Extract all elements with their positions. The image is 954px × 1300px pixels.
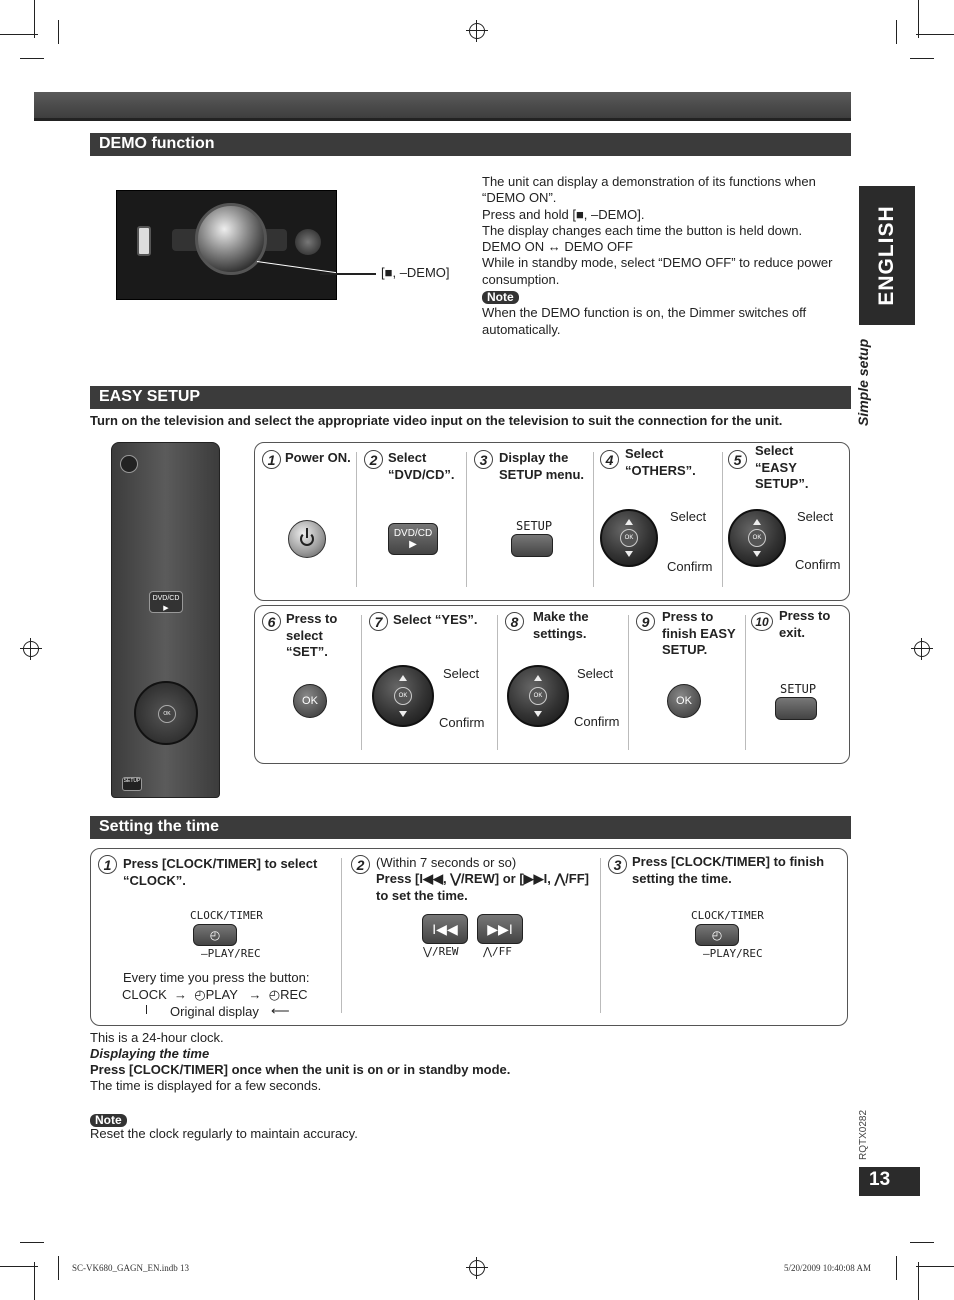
every-time-text: Every time you press the button:: [123, 970, 310, 985]
confirm-label: Confirm: [574, 714, 620, 729]
crop-mark: [0, 34, 38, 35]
side-switch: [137, 226, 151, 256]
skip-forward-button[interactable]: [477, 914, 523, 944]
easy-setup-intro: Turn on the television and select the appropriate video input on the television to suit the connection for the unit.: [90, 413, 783, 428]
step-number: 8: [505, 612, 524, 631]
crop-mark: [916, 1266, 954, 1267]
crop-mark: [20, 58, 44, 59]
demo-line: The display changes each time the button is held down.: [482, 222, 803, 238]
demo-line: consumption.: [482, 271, 560, 287]
cycle-return-line: [146, 1005, 147, 1014]
page-number: 13: [859, 1167, 920, 1196]
crop-mark: [0, 1266, 38, 1267]
demo-heading: DEMO function: [90, 133, 851, 156]
demo-note-line: When the DEMO function is on, the Dimmer switches off: [482, 305, 807, 321]
step-text-plain: (Within 7 seconds or so): [376, 855, 517, 870]
down-arrow-icon: [753, 551, 761, 557]
step-text: Power ON.: [285, 450, 351, 465]
remote-control-illustration: [111, 442, 220, 798]
footer-timestamp: 5/20/2009 10:40:08 AM: [784, 1263, 872, 1273]
crop-mark: [58, 1256, 59, 1280]
document-code: RQTX0282: [858, 1109, 869, 1160]
step-number: 7: [369, 612, 388, 631]
remote-ok-button: OK: [158, 705, 176, 723]
ok-button[interactable]: OK: [748, 529, 766, 547]
demo-line: The unit can display a demonstration of its functions when: [482, 174, 816, 189]
select-label: Select: [670, 509, 707, 524]
clock-timer-label: CLOCK/TIMER: [190, 909, 263, 922]
note-badge: Note: [482, 291, 519, 304]
remote-dvd-button: DVD/CD ▶: [149, 591, 183, 613]
step-text: Press to finish EASY SETUP.: [662, 609, 736, 657]
time-note-text: Reset the clock regularly to maintain accuracy.: [90, 1126, 358, 1141]
step-number: 9: [636, 612, 655, 631]
cursor-pad-icon[interactable]: [507, 665, 569, 727]
dvd-cd-button[interactable]: [388, 523, 438, 555]
registration-mark-icon: [914, 641, 930, 657]
ok-button[interactable]: OK: [394, 687, 412, 705]
remote-dpad: [134, 681, 198, 745]
up-arrow-icon: [753, 519, 761, 525]
step-divider: [600, 858, 601, 1013]
dvd-cd-button-label: DVD/CD: [393, 528, 433, 539]
play-rec-label: –PLAY/REC: [201, 947, 261, 960]
down-arrow-icon: [534, 711, 542, 717]
easy-setup-heading: EASY SETUP: [90, 386, 851, 409]
crop-mark: [58, 20, 59, 44]
cycle-play: ◴PLAY: [194, 987, 238, 1002]
play-icon: ▶: [409, 539, 417, 550]
demo-description: [482, 174, 847, 338]
step-divider: [722, 452, 723, 587]
demo-callout-label: [■, –DEMO]: [381, 265, 450, 280]
demo-line: While in standby mode, select “DEMO OFF” to reduce power: [482, 255, 833, 271]
confirm-label: Confirm: [667, 559, 713, 574]
select-label: Select: [797, 509, 834, 524]
clock-timer-label: CLOCK/TIMER: [691, 909, 764, 922]
demo-note-line: automatically.: [482, 321, 561, 337]
down-arrow-icon: [625, 551, 633, 557]
header-rule: [34, 118, 851, 121]
step-divider: [593, 452, 594, 587]
step-number: 3: [474, 450, 493, 469]
power-button-icon[interactable]: [288, 520, 326, 558]
step-text: Display the SETUP menu.: [499, 450, 585, 482]
display-cycle: [122, 987, 308, 1003]
step-text: Press to select “SET”.: [286, 611, 338, 659]
step-divider: [356, 452, 357, 587]
ok-button[interactable]: OK: [667, 684, 701, 718]
step-text: Press [CLOCK/TIMER] to finish setting the time.: [632, 854, 825, 886]
up-arrow-icon: [399, 675, 407, 681]
time-heading: Setting the time: [90, 816, 851, 839]
step-number: 1: [98, 855, 117, 874]
ok-button[interactable]: OK: [293, 684, 327, 718]
setup-button-label: SETUP: [516, 519, 553, 533]
step-divider: [628, 615, 629, 750]
crop-mark: [34, 1262, 35, 1300]
arrow-icon: →: [248, 987, 262, 1002]
step-number: 2: [364, 450, 383, 469]
step-divider: [745, 615, 746, 750]
remote-dvd-label: DVD/CD: [152, 595, 180, 602]
demo-line: Press and hold [■, –DEMO].: [482, 206, 645, 222]
step-number: 4: [600, 450, 619, 469]
step-text: Select “YES”.: [393, 612, 478, 627]
skip-back-button[interactable]: [422, 914, 468, 944]
crop-mark: [20, 1242, 44, 1243]
skip-back-icon: I◀◀: [432, 920, 458, 937]
language-tab: [859, 186, 915, 325]
callout-line: [320, 273, 376, 275]
step-divider: [466, 452, 467, 587]
section-side-label: Simple setup: [855, 338, 871, 426]
step-number: 6: [262, 612, 281, 631]
remote-power-button: [120, 455, 138, 473]
unit-panel-photo: [116, 190, 337, 300]
cycle-clock: CLOCK: [122, 987, 167, 1002]
crop-mark: [910, 58, 934, 59]
step-text: Make the settings.: [533, 609, 589, 641]
crop-mark: [918, 1262, 919, 1300]
setup-button[interactable]: [511, 534, 553, 557]
setup-button[interactable]: [775, 697, 817, 720]
step-text: Select “DVD/CD”.: [388, 450, 455, 482]
arrow-icon: →: [174, 987, 188, 1002]
crop-mark: [910, 1242, 934, 1243]
displaying-time-text: The time is displayed for a few seconds.: [90, 1078, 322, 1093]
crop-mark: [916, 34, 954, 35]
step-text: Press [I◀◀, ⋁/REW] or [▶▶I, ⋀/FF] to set the time.: [376, 871, 589, 903]
step-number: 10: [751, 612, 773, 631]
down-arrow-icon: [399, 711, 407, 717]
jog-dial: [195, 203, 267, 275]
ff-label: ⋀/FF: [483, 945, 512, 958]
crop-mark: [34, 0, 35, 38]
step-divider: [497, 615, 498, 750]
step-text: Select “OTHERS”.: [625, 446, 696, 478]
demo-line: “DEMO ON”.: [482, 190, 557, 206]
footer-filename: SC-VK680_GAGN_EN.indb 13: [72, 1263, 189, 1273]
skip-forward-icon: ▶▶I: [487, 920, 513, 937]
return-arrow-icon: ⟵: [271, 1003, 290, 1018]
note-badge: Note: [90, 1114, 127, 1127]
panel-knob: [295, 229, 321, 255]
crop-mark: [896, 20, 897, 44]
step-number: 1: [262, 450, 281, 469]
cycle-rec: ◴REC: [268, 987, 308, 1002]
step-text: Press [CLOCK/TIMER] to select “CLOCK”.: [123, 856, 318, 888]
registration-mark-icon: [469, 23, 485, 39]
play-rec-label: –PLAY/REC: [703, 947, 763, 960]
clock-timer-button[interactable]: [193, 924, 237, 946]
registration-mark-icon: [469, 1260, 485, 1276]
clock-timer-button[interactable]: [695, 924, 739, 946]
step-number: 5: [728, 450, 747, 469]
step-text: Select “EASY SETUP”.: [755, 443, 809, 491]
setup-button-label: SETUP: [780, 682, 817, 696]
confirm-label: Confirm: [795, 557, 841, 572]
power-symbol-bar: [306, 528, 308, 538]
confirm-label: Confirm: [439, 715, 485, 730]
cursor-pad-icon[interactable]: [372, 665, 434, 727]
rew-label: ⋁/REW: [423, 945, 459, 958]
header-bar: [34, 92, 851, 118]
cursor-pad-icon[interactable]: [600, 509, 658, 567]
demo-line: DEMO ON ↔ DEMO OFF: [482, 239, 633, 255]
clock-format-text: This is a 24-hour clock.: [90, 1030, 224, 1045]
up-arrow-icon: [534, 675, 542, 681]
step-text: Press to exit.: [779, 608, 831, 640]
crop-mark: [918, 0, 919, 38]
original-display-text: Original display: [170, 1004, 259, 1019]
clock-icon: ◴: [209, 928, 221, 942]
step-divider: [341, 858, 342, 1013]
select-label: Select: [443, 666, 480, 681]
crop-mark: [896, 1256, 897, 1280]
step-number: 2: [351, 855, 370, 874]
ok-button[interactable]: OK: [529, 687, 547, 705]
registration-mark-icon: [23, 641, 39, 657]
ok-button[interactable]: OK: [620, 529, 638, 547]
up-arrow-icon: [625, 519, 633, 525]
callout-pointer: [257, 261, 337, 273]
displaying-time-heading: Displaying the time: [90, 1046, 210, 1061]
select-label: Select: [577, 666, 614, 681]
language-tab-label: ENGLISH: [875, 205, 898, 306]
clock-icon: ◴: [711, 928, 723, 942]
cursor-pad-icon[interactable]: [728, 509, 786, 567]
remote-setup-button: SETUP: [122, 777, 142, 791]
step-number: 3: [608, 855, 627, 874]
displaying-time-instruction: Press [CLOCK/TIMER] once when the unit is on or in standby mode.: [90, 1062, 511, 1077]
step-divider: [361, 615, 362, 750]
